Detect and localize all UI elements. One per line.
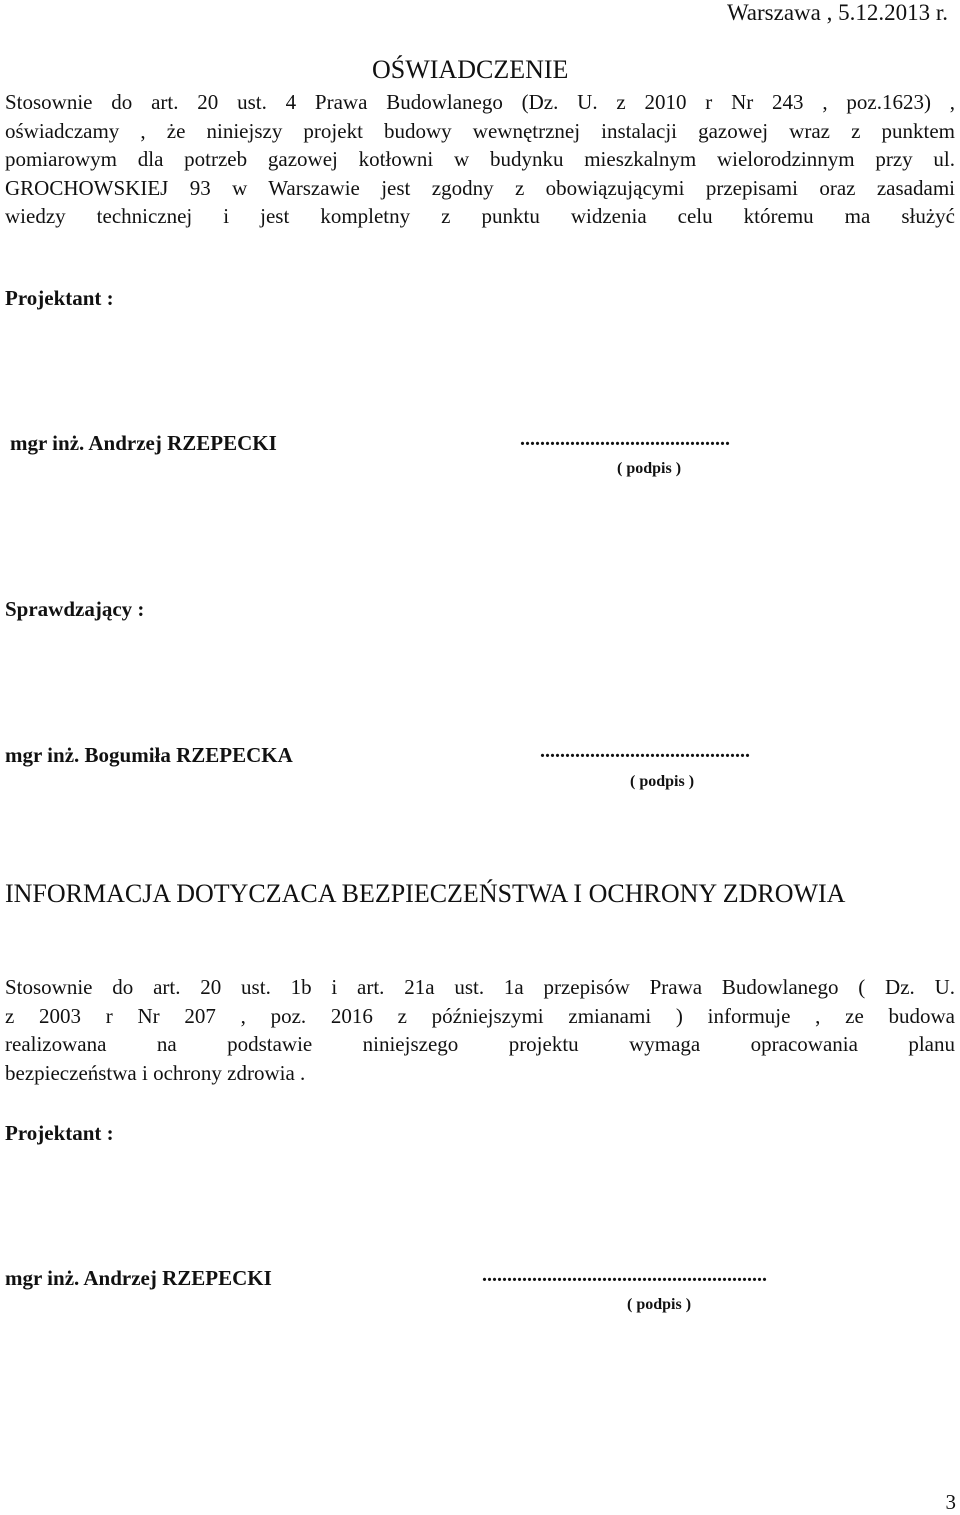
document-date: Warszawa , 5.12.2013 r. [726,0,948,25]
designer-signature-caption: ( podpis ) [617,460,682,477]
safety-heading: INFORMACJA DOTYCZACA BEZPIECZEŃSTWA I OCHRONY ZDROWIA [5,879,846,908]
statement-line: Stosownie do art. 20 ust. 4 Prawa Budowlanego (Dz. U. z 2010 r Nr 243 , poz.1623) , [5,90,955,114]
checker-signature-caption: ( podpis ) [630,773,695,790]
designer-label: Projektant : [5,286,114,310]
statement-line: GROCHOWSKIEJ 93 w Warszawie jest zgodny z obowiązującymi przepisami oraz zasadami [5,175,955,200]
safety-line: realizowana na podstawie niniejszego projektu wymaga opracowania planu [5,1032,955,1056]
document-title: OŚWIADCZENIE [372,55,569,84]
safety-line: Stosownie do art. 20 ust. 1b i art. 21a ust. 1a przepisów Prawa Budowlanego ( Dz. U. [5,975,955,999]
safety-designer-label: Projektant : [5,1121,114,1145]
safety-designer-signature-line: ......................................................... [482,1264,767,1286]
safety-line: bezpieczeństwa i ochrony zdrowia . [5,1060,306,1085]
checker-name: mgr inż. Bogumiła RZEPECKA [5,743,293,767]
statement-paragraph [5,88,955,231]
checker-signature-line: .......................................... [540,740,750,762]
safety-line: z 2003 r Nr 207 , poz. 2016 z późniejszymi zmianami ) informuje , ze budowa [5,1003,955,1028]
designer-name: mgr inż. Andrzej RZEPECKI [10,431,277,455]
statement-line: wiedzy technicznej i jest kompletny z punktu widzenia celu któremu ma służyć [5,204,955,228]
safety-designer-signature-caption: ( podpis ) [627,1296,692,1313]
safety-designer-name: mgr inż. Andrzej RZEPECKI [5,1266,272,1290]
statement-line: oświadczamy , że niniejszy projekt budowy wewnętrznej instalacji gazowej wraz z punktem [5,118,955,143]
statement-line: pomiarowym dla potrzeb gazowej kotłowni w budynku mieszkalnym wielorodzinnym przy ul. [5,147,955,171]
page-number: 3 [945,1490,956,1514]
designer-signature-line: .......................................... [520,428,730,450]
checker-label: Sprawdzający : [5,597,145,621]
safety-paragraph [5,973,955,1087]
